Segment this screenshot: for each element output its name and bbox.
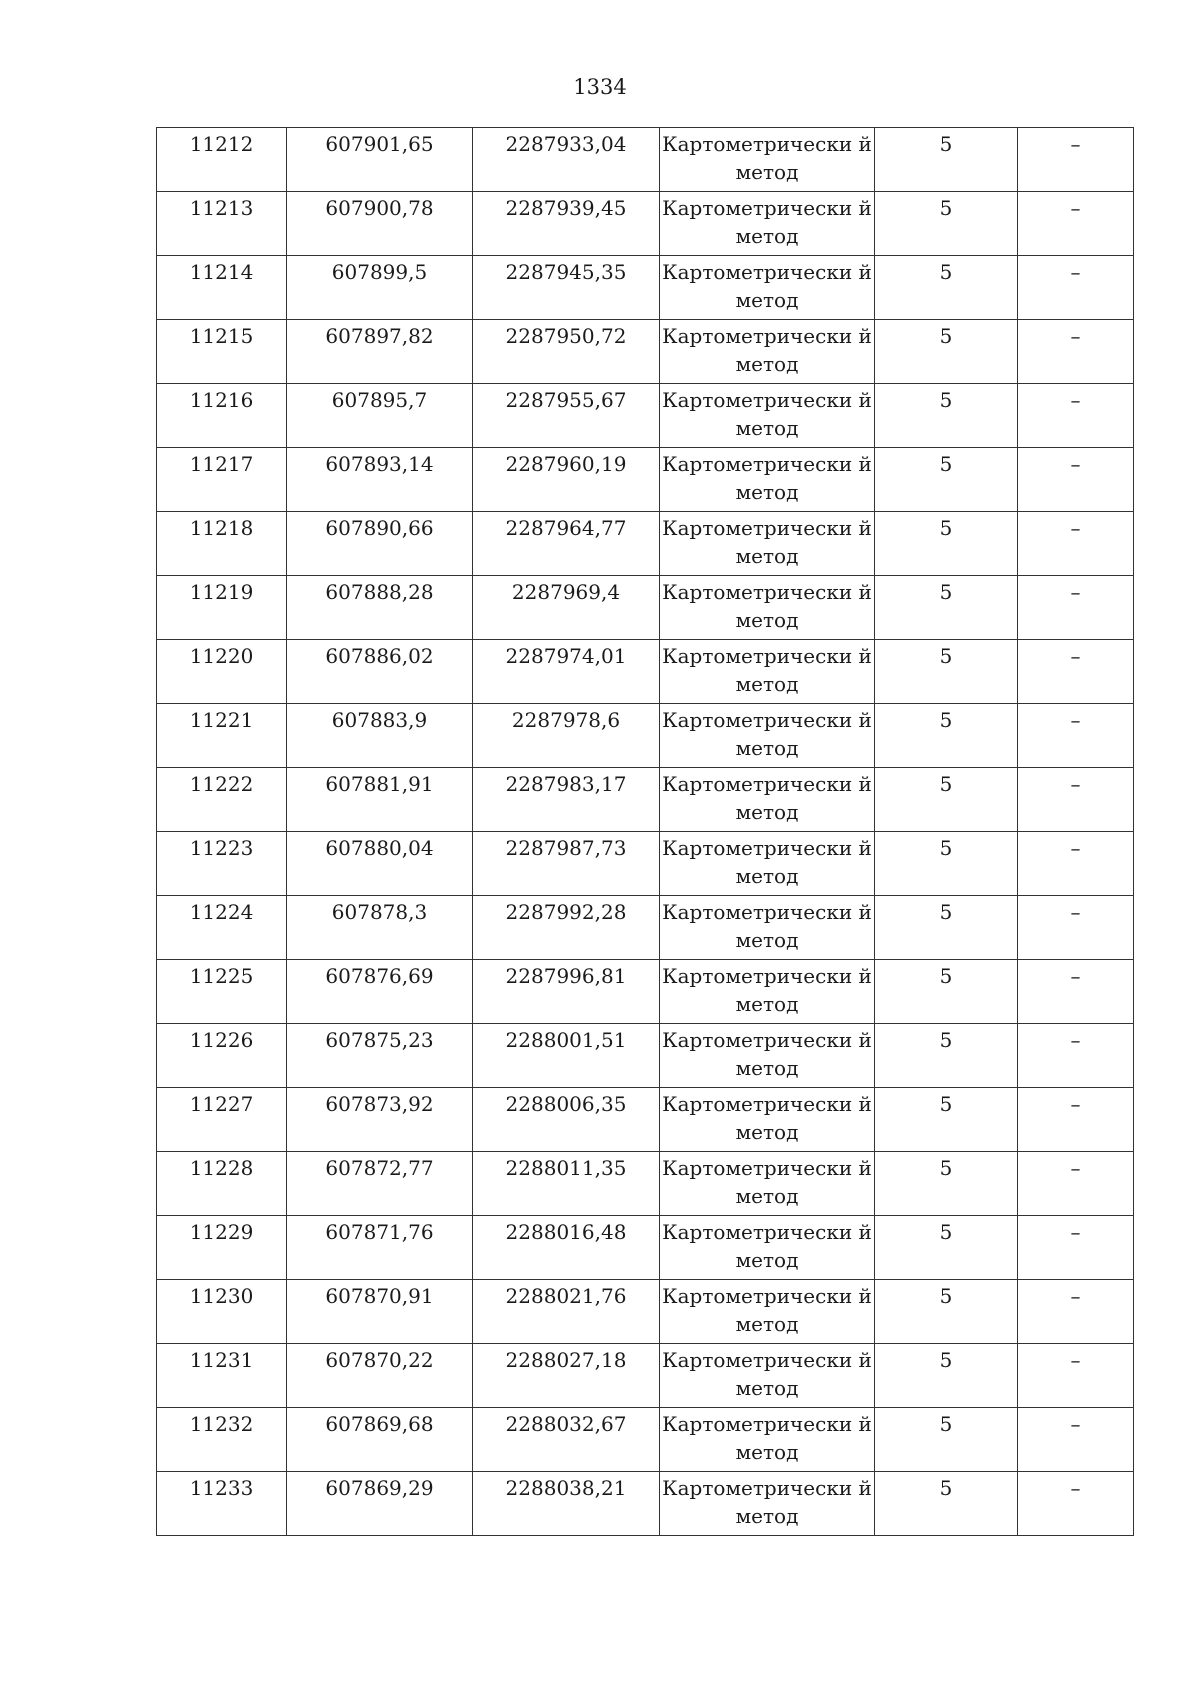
y-coordinate-cell: 2287939,45	[473, 192, 660, 256]
y-coordinate-cell: 2288001,51	[473, 1024, 660, 1088]
y-coordinate-cell: 2288016,48	[473, 1216, 660, 1280]
point-number-cell: 11215	[157, 320, 287, 384]
table-row	[157, 704, 1134, 768]
dash-cell: –	[1018, 448, 1134, 512]
dash-cell: –	[1018, 768, 1134, 832]
dash-cell: –	[1018, 192, 1134, 256]
point-number-cell: 11229	[157, 1216, 287, 1280]
y-coordinate-cell: 2287955,67	[473, 384, 660, 448]
point-number-cell: 11231	[157, 1344, 287, 1408]
x-coordinate-cell: 607881,91	[287, 768, 473, 832]
point-number-cell: 11222	[157, 768, 287, 832]
accuracy-cell: 5	[875, 704, 1018, 768]
accuracy-cell: 5	[875, 128, 1018, 192]
y-coordinate-cell: 2287950,72	[473, 320, 660, 384]
method-cell: Картометрически й метод	[660, 960, 875, 1024]
method-cell: Картометрически й метод	[660, 256, 875, 320]
y-coordinate-cell: 2287996,81	[473, 960, 660, 1024]
dash-cell: –	[1018, 1344, 1134, 1408]
y-coordinate-cell: 2287992,28	[473, 896, 660, 960]
table-row	[157, 1344, 1134, 1408]
method-cell: Картометрически й метод	[660, 640, 875, 704]
point-number-cell: 11217	[157, 448, 287, 512]
accuracy-cell: 5	[875, 1088, 1018, 1152]
method-cell: Картометрически й метод	[660, 1216, 875, 1280]
y-coordinate-cell: 2287978,6	[473, 704, 660, 768]
y-coordinate-cell: 2288032,67	[473, 1408, 660, 1472]
method-cell: Картометрически й метод	[660, 1408, 875, 1472]
point-number-cell: 11232	[157, 1408, 287, 1472]
x-coordinate-cell: 607873,92	[287, 1088, 473, 1152]
point-number-cell: 11225	[157, 960, 287, 1024]
dash-cell: –	[1018, 832, 1134, 896]
point-number-cell: 11230	[157, 1280, 287, 1344]
accuracy-cell: 5	[875, 1472, 1018, 1536]
method-cell: Картометрически й метод	[660, 512, 875, 576]
table-row	[157, 768, 1134, 832]
dash-cell: –	[1018, 1472, 1134, 1536]
table-row	[157, 960, 1134, 1024]
accuracy-cell: 5	[875, 832, 1018, 896]
point-number-cell: 11212	[157, 128, 287, 192]
x-coordinate-cell: 607878,3	[287, 896, 473, 960]
dash-cell: –	[1018, 1152, 1134, 1216]
method-cell: Картометрически й метод	[660, 768, 875, 832]
accuracy-cell: 5	[875, 192, 1018, 256]
page-number: 1334	[573, 75, 627, 99]
table-row	[157, 128, 1134, 192]
dash-cell: –	[1018, 128, 1134, 192]
method-cell: Картометрически й метод	[660, 1280, 875, 1344]
table-row	[157, 1472, 1134, 1536]
dash-cell: –	[1018, 640, 1134, 704]
x-coordinate-cell: 607895,7	[287, 384, 473, 448]
method-cell: Картометрически й метод	[660, 704, 875, 768]
accuracy-cell: 5	[875, 1344, 1018, 1408]
dash-cell: –	[1018, 320, 1134, 384]
y-coordinate-cell: 2288021,76	[473, 1280, 660, 1344]
table-row	[157, 320, 1134, 384]
table-row	[157, 896, 1134, 960]
method-cell: Картометрически й метод	[660, 1152, 875, 1216]
table-row	[157, 512, 1134, 576]
accuracy-cell: 5	[875, 896, 1018, 960]
dash-cell: –	[1018, 512, 1134, 576]
y-coordinate-cell: 2287945,35	[473, 256, 660, 320]
point-number-cell: 11220	[157, 640, 287, 704]
point-number-cell: 11216	[157, 384, 287, 448]
x-coordinate-cell: 607897,82	[287, 320, 473, 384]
point-number-cell: 11226	[157, 1024, 287, 1088]
accuracy-cell: 5	[875, 1152, 1018, 1216]
table-row	[157, 256, 1134, 320]
accuracy-cell: 5	[875, 640, 1018, 704]
method-cell: Картометрически й метод	[660, 832, 875, 896]
accuracy-cell: 5	[875, 960, 1018, 1024]
accuracy-cell: 5	[875, 320, 1018, 384]
point-number-cell: 11233	[157, 1472, 287, 1536]
dash-cell: –	[1018, 256, 1134, 320]
y-coordinate-cell: 2288038,21	[473, 1472, 660, 1536]
point-number-cell: 11223	[157, 832, 287, 896]
dash-cell: –	[1018, 896, 1134, 960]
table-row	[157, 576, 1134, 640]
x-coordinate-cell: 607870,91	[287, 1280, 473, 1344]
method-cell: Картометрически й метод	[660, 1088, 875, 1152]
method-cell: Картометрически й метод	[660, 384, 875, 448]
x-coordinate-cell: 607900,78	[287, 192, 473, 256]
method-cell: Картометрически й метод	[660, 448, 875, 512]
method-cell: Картометрически й метод	[660, 896, 875, 960]
x-coordinate-cell: 607886,02	[287, 640, 473, 704]
x-coordinate-cell: 607871,76	[287, 1216, 473, 1280]
dash-cell: –	[1018, 1408, 1134, 1472]
method-cell: Картометрически й метод	[660, 320, 875, 384]
x-coordinate-cell: 607876,69	[287, 960, 473, 1024]
table-row	[157, 1088, 1134, 1152]
table-row	[157, 1216, 1134, 1280]
y-coordinate-cell: 2287933,04	[473, 128, 660, 192]
method-cell: Картометрически й метод	[660, 576, 875, 640]
accuracy-cell: 5	[875, 1408, 1018, 1472]
method-cell: Картометрически й метод	[660, 1024, 875, 1088]
x-coordinate-cell: 607890,66	[287, 512, 473, 576]
table-row	[157, 1152, 1134, 1216]
table-row	[157, 1024, 1134, 1088]
point-number-cell: 11224	[157, 896, 287, 960]
method-cell: Картометрически й метод	[660, 128, 875, 192]
x-coordinate-cell: 607893,14	[287, 448, 473, 512]
accuracy-cell: 5	[875, 768, 1018, 832]
dash-cell: –	[1018, 576, 1134, 640]
table-row	[157, 832, 1134, 896]
method-cell: Картометрически й метод	[660, 1472, 875, 1536]
coordinates-table	[156, 127, 1134, 1536]
accuracy-cell: 5	[875, 1280, 1018, 1344]
point-number-cell: 11218	[157, 512, 287, 576]
x-coordinate-cell: 607880,04	[287, 832, 473, 896]
point-number-cell: 11221	[157, 704, 287, 768]
y-coordinate-cell: 2288027,18	[473, 1344, 660, 1408]
table-row	[157, 1408, 1134, 1472]
dash-cell: –	[1018, 704, 1134, 768]
y-coordinate-cell: 2287969,4	[473, 576, 660, 640]
x-coordinate-cell: 607901,65	[287, 128, 473, 192]
x-coordinate-cell: 607883,9	[287, 704, 473, 768]
dash-cell: –	[1018, 384, 1134, 448]
y-coordinate-cell: 2288011,35	[473, 1152, 660, 1216]
dash-cell: –	[1018, 1024, 1134, 1088]
x-coordinate-cell: 607869,68	[287, 1408, 473, 1472]
method-cell: Картометрически й метод	[660, 1344, 875, 1408]
y-coordinate-cell: 2287960,19	[473, 448, 660, 512]
coordinates-table-body	[157, 128, 1134, 1536]
accuracy-cell: 5	[875, 1024, 1018, 1088]
accuracy-cell: 5	[875, 256, 1018, 320]
accuracy-cell: 5	[875, 512, 1018, 576]
dash-cell: –	[1018, 1088, 1134, 1152]
y-coordinate-cell: 2287987,73	[473, 832, 660, 896]
y-coordinate-cell: 2287983,17	[473, 768, 660, 832]
table-row	[157, 384, 1134, 448]
point-number-cell: 11227	[157, 1088, 287, 1152]
y-coordinate-cell: 2287964,77	[473, 512, 660, 576]
point-number-cell: 11219	[157, 576, 287, 640]
table-row	[157, 192, 1134, 256]
accuracy-cell: 5	[875, 576, 1018, 640]
dash-cell: –	[1018, 960, 1134, 1024]
y-coordinate-cell: 2287974,01	[473, 640, 660, 704]
table-row	[157, 448, 1134, 512]
accuracy-cell: 5	[875, 448, 1018, 512]
x-coordinate-cell: 607870,22	[287, 1344, 473, 1408]
x-coordinate-cell: 607888,28	[287, 576, 473, 640]
point-number-cell: 11228	[157, 1152, 287, 1216]
dash-cell: –	[1018, 1216, 1134, 1280]
table-row	[157, 640, 1134, 704]
y-coordinate-cell: 2288006,35	[473, 1088, 660, 1152]
point-number-cell: 11214	[157, 256, 287, 320]
x-coordinate-cell: 607872,77	[287, 1152, 473, 1216]
method-cell: Картометрически й метод	[660, 192, 875, 256]
accuracy-cell: 5	[875, 384, 1018, 448]
x-coordinate-cell: 607869,29	[287, 1472, 473, 1536]
point-number-cell: 11213	[157, 192, 287, 256]
x-coordinate-cell: 607899,5	[287, 256, 473, 320]
dash-cell: –	[1018, 1280, 1134, 1344]
accuracy-cell: 5	[875, 1216, 1018, 1280]
table-row	[157, 1280, 1134, 1344]
x-coordinate-cell: 607875,23	[287, 1024, 473, 1088]
